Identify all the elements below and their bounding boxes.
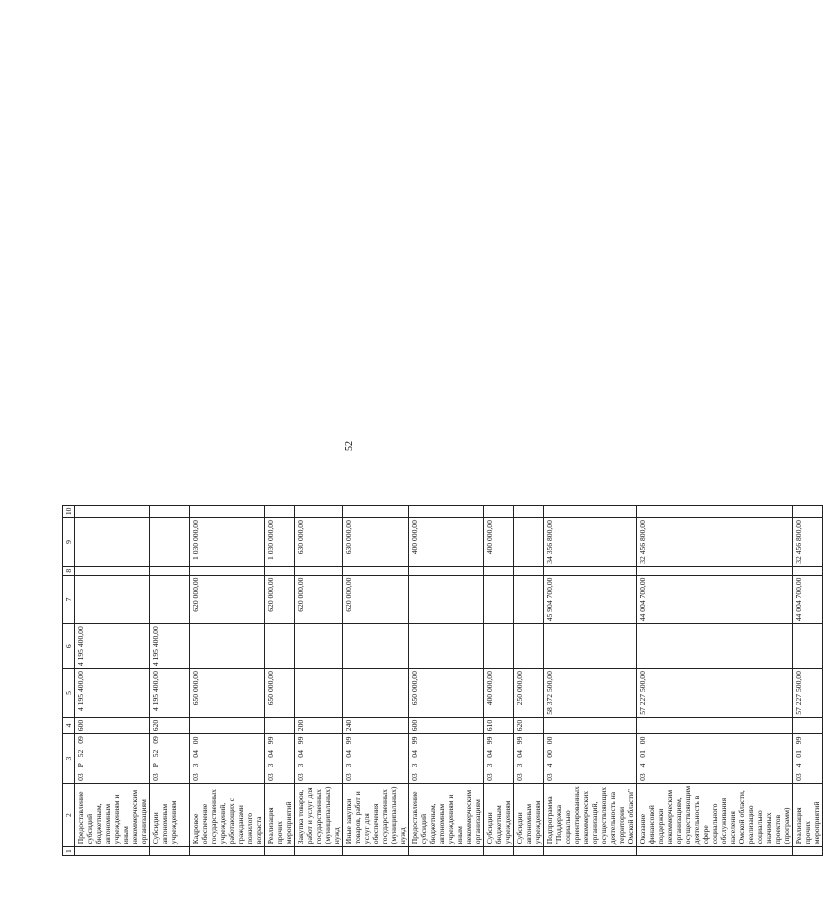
row-value-col8 bbox=[544, 566, 637, 575]
row-value-col6 bbox=[793, 624, 823, 669]
row-value-col6 bbox=[265, 624, 295, 669]
row-value-col10 bbox=[637, 505, 793, 518]
row-value-col5: 57 227 500,00 bbox=[637, 669, 793, 718]
row-value-col6: 4 195 400,00 bbox=[150, 624, 190, 669]
row-value-col9: 400 000,00 bbox=[484, 518, 514, 567]
row-value-col7: 620 000,00 bbox=[265, 575, 295, 624]
row-value-col5 bbox=[343, 669, 409, 718]
row-value-col7: 45 904 700,00 bbox=[544, 575, 637, 624]
row-code: 03 4 01 99 bbox=[793, 734, 823, 784]
table-row bbox=[793, 505, 823, 855]
column-number: 4 bbox=[63, 717, 75, 733]
row-value-col9 bbox=[514, 518, 544, 567]
row-value-col6 bbox=[409, 624, 484, 669]
row-name: Предоставление субсидий бюджетным, автономным учреждениям и иным некоммерческим организациям bbox=[75, 783, 150, 846]
row-value-col6 bbox=[514, 624, 544, 669]
row-value-col7: 620 000,00 bbox=[295, 575, 343, 624]
row-expense-type: 240 bbox=[343, 717, 409, 733]
table-row bbox=[150, 505, 190, 855]
table-row bbox=[265, 505, 295, 855]
row-index-cell bbox=[637, 847, 793, 856]
column-number: 10 bbox=[63, 505, 75, 518]
row-value-col5: 650 000,00 bbox=[409, 669, 484, 718]
row-name: Субсидии автономным учреждениям bbox=[514, 783, 544, 846]
row-value-col10 bbox=[409, 505, 484, 518]
row-value-col8 bbox=[75, 566, 150, 575]
column-number-row bbox=[63, 505, 75, 855]
row-code: 03 3 04 99 bbox=[409, 734, 484, 784]
column-number: 1 bbox=[63, 847, 75, 856]
row-expense-type: 600 bbox=[409, 717, 484, 733]
row-index-cell bbox=[544, 847, 637, 856]
row-value-col10 bbox=[75, 505, 150, 518]
row-value-col10 bbox=[190, 505, 265, 518]
row-index-cell bbox=[190, 847, 265, 856]
row-value-col5: 4 195 400,00 bbox=[150, 669, 190, 718]
row-value-col7 bbox=[75, 575, 150, 624]
row-value-col5: 250 000,00 bbox=[514, 669, 544, 718]
row-index-cell bbox=[295, 847, 343, 856]
row-value-col10 bbox=[265, 505, 295, 518]
row-expense-type: 600 bbox=[75, 717, 150, 733]
table-row bbox=[514, 505, 544, 855]
row-value-col10 bbox=[295, 505, 343, 518]
row-value-col6 bbox=[343, 624, 409, 669]
row-value-col8 bbox=[484, 566, 514, 575]
row-value-col6 bbox=[190, 624, 265, 669]
row-name: Иные закупки товаров, работ и услуг для обеспечения государственных (муниципальных) нужд bbox=[343, 783, 409, 846]
row-code: 03 4 01 00 bbox=[637, 734, 793, 784]
row-code: 03 3 04 00 bbox=[190, 734, 265, 784]
row-value-col9 bbox=[75, 518, 150, 567]
row-index-cell bbox=[409, 847, 484, 856]
row-index-cell bbox=[793, 847, 823, 856]
row-value-col9: 630 000,00 bbox=[343, 518, 409, 567]
column-number: 5 bbox=[63, 669, 75, 718]
row-code: 03 3 04 99 bbox=[514, 734, 544, 784]
row-value-col7 bbox=[514, 575, 544, 624]
row-code: 03 3 04 99 bbox=[265, 734, 295, 784]
row-index-cell bbox=[484, 847, 514, 856]
row-code: 03 3 04 99 bbox=[343, 734, 409, 784]
row-value-col9: 1 030 000,00 bbox=[265, 518, 295, 567]
row-code: 03 3 04 99 bbox=[295, 734, 343, 784]
table-row bbox=[75, 505, 150, 855]
row-value-col9 bbox=[150, 518, 190, 567]
row-index-cell bbox=[150, 847, 190, 856]
row-expense-type: 200 bbox=[295, 717, 343, 733]
row-value-col5 bbox=[295, 669, 343, 718]
row-value-col8 bbox=[793, 566, 823, 575]
row-value-col5: 58 372 500,00 bbox=[544, 669, 637, 718]
row-value-col9: 400 000,00 bbox=[409, 518, 484, 567]
row-value-col8 bbox=[150, 566, 190, 575]
row-name: Закупка товаров, работ и услуг для государственных (муниципальных) нужд bbox=[295, 783, 343, 846]
row-value-col6 bbox=[484, 624, 514, 669]
budget-table bbox=[62, 505, 823, 856]
row-value-col8 bbox=[637, 566, 793, 575]
row-value-col10 bbox=[514, 505, 544, 518]
table-row bbox=[484, 505, 514, 855]
column-number: 9 bbox=[63, 518, 75, 567]
table-row bbox=[637, 505, 793, 855]
row-value-col8 bbox=[295, 566, 343, 575]
row-value-col9: 1 030 000,00 bbox=[190, 518, 265, 567]
row-index-cell bbox=[75, 847, 150, 856]
row-value-col5: 650 000,00 bbox=[265, 669, 295, 718]
row-value-col8 bbox=[343, 566, 409, 575]
row-name: Субсидии бюджетным учреждениям bbox=[484, 783, 514, 846]
table-row bbox=[409, 505, 484, 855]
row-name: Оказание финансовой поддержки некоммерческим организациям, осуществляющим деятельность в сфере социального обслуживания населения Омской области, реализацию социально значимых проектов (программ) bbox=[637, 783, 793, 846]
row-value-col7 bbox=[150, 575, 190, 624]
row-value-col7: 44 004 700,00 bbox=[793, 575, 823, 624]
row-index-cell bbox=[265, 847, 295, 856]
row-name: Субсидии автономным учреждениям bbox=[150, 783, 190, 846]
row-value-col7 bbox=[484, 575, 514, 624]
row-value-col8 bbox=[190, 566, 265, 575]
table-row bbox=[544, 505, 637, 855]
row-value-col8 bbox=[409, 566, 484, 575]
column-number: 6 bbox=[63, 624, 75, 669]
table-row bbox=[343, 505, 409, 855]
row-value-col9: 630 000,00 bbox=[295, 518, 343, 567]
row-name: Реализация прочих мероприятий bbox=[793, 783, 823, 846]
row-expense-type: 610 bbox=[484, 717, 514, 733]
row-code: 03 4 00 00 bbox=[544, 734, 637, 784]
row-value-col6 bbox=[637, 624, 793, 669]
row-value-col9: 32 456 800,00 bbox=[793, 518, 823, 567]
row-name: Предоставление субсидий бюджетным, автономным учреждениям и иным некоммерческим организациям bbox=[409, 783, 484, 846]
row-value-col9: 32 456 800,00 bbox=[637, 518, 793, 567]
row-value-col5: 57 227 500,00 bbox=[793, 669, 823, 718]
row-name: Подпрограмма "Поддержка социально ориентированных некоммерческих организаций, осуществляющих деятельность на территории Омской области" bbox=[544, 783, 637, 846]
row-expense-type: 620 bbox=[514, 717, 544, 733]
row-value-col10 bbox=[484, 505, 514, 518]
row-value-col8 bbox=[514, 566, 544, 575]
table-row bbox=[295, 505, 343, 855]
row-value-col7: 620 000,00 bbox=[343, 575, 409, 624]
row-value-col5: 650 000,00 bbox=[190, 669, 265, 718]
column-number: 7 bbox=[63, 575, 75, 624]
row-value-col10 bbox=[793, 505, 823, 518]
column-number: 3 bbox=[63, 734, 75, 784]
row-value-col6: 4 195 400,00 bbox=[75, 624, 150, 669]
row-code: 03 Р 52 09 bbox=[75, 734, 150, 784]
row-value-col10 bbox=[343, 505, 409, 518]
table-row bbox=[190, 505, 265, 855]
row-value-col10 bbox=[150, 505, 190, 518]
row-code: 03 Р 52 09 bbox=[150, 734, 190, 784]
row-expense-type bbox=[190, 717, 265, 733]
row-index-cell bbox=[514, 847, 544, 856]
row-value-col5: 4 195 400,00 bbox=[75, 669, 150, 718]
column-number: 2 bbox=[63, 783, 75, 846]
row-index-cell bbox=[343, 847, 409, 856]
row-value-col5: 400 000,00 bbox=[484, 669, 514, 718]
row-expense-type bbox=[544, 717, 637, 733]
page-number: 52 bbox=[344, 441, 355, 451]
row-value-col6 bbox=[295, 624, 343, 669]
row-value-col9: 34 356 800,00 bbox=[544, 518, 637, 567]
row-value-col7 bbox=[409, 575, 484, 624]
row-value-col6 bbox=[544, 624, 637, 669]
row-expense-type bbox=[793, 717, 823, 733]
column-number: 8 bbox=[63, 566, 75, 575]
row-expense-type: 620 bbox=[150, 717, 190, 733]
row-value-col8 bbox=[265, 566, 295, 575]
row-value-col7: 620 000,00 bbox=[190, 575, 265, 624]
row-expense-type bbox=[637, 717, 793, 733]
row-name: Кадровое обеспечение государственных учреждений, работающих с гражданами пожилого возраста bbox=[190, 783, 265, 846]
row-value-col10 bbox=[544, 505, 637, 518]
row-expense-type bbox=[265, 717, 295, 733]
row-name: Реализация прочих мероприятий bbox=[265, 783, 295, 846]
row-value-col7: 44 004 700,00 bbox=[637, 575, 793, 624]
row-code: 03 3 04 99 bbox=[484, 734, 514, 784]
